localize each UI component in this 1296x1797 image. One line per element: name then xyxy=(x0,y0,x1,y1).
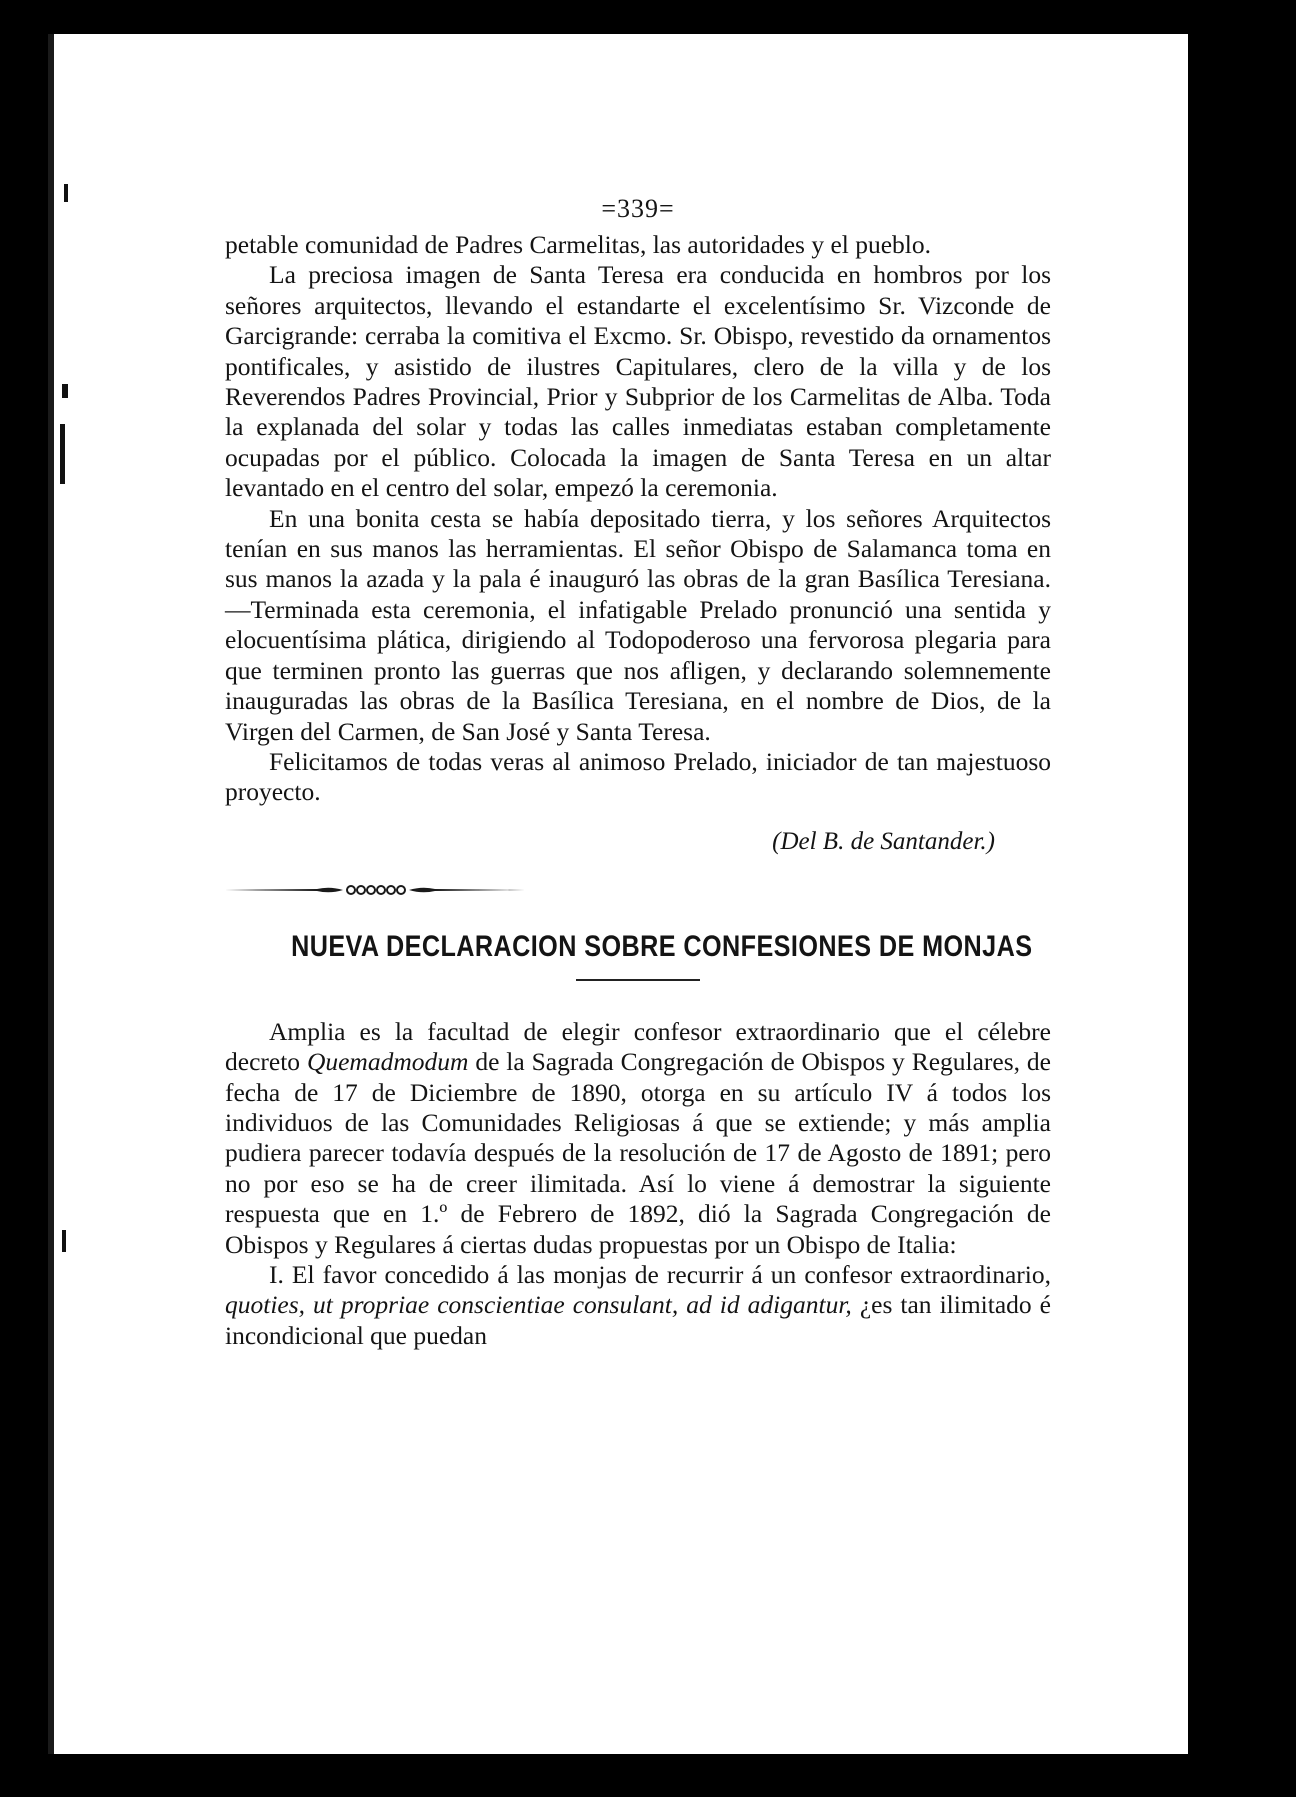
ornament-divider xyxy=(225,880,525,900)
margin-mark xyxy=(64,184,68,202)
margin-mark xyxy=(62,1230,66,1252)
paragraph: petable comunidad de Padres Carmelitas, las autoridades y el pueblo. xyxy=(225,230,931,259)
source-attribution: (Del B. de Santander.) xyxy=(772,827,995,855)
paragraph: En una bonita cesta se había depositado tierra, y los señores Arquitectos tenían en sus manos las herramientas. El señor Obispo de Salamanca toma en sus manos la azada y la pala é inauguró las obras de la gran Basílica Teresiana.—Terminada esta ceremonia, el infatigable Prelado pronunció una sentida y elocuentísima plática, dirigiendo al Todopoderoso una fervorosa plegaria para que terminen pronto las guerras que nos afligen, y declarando solemnemente inauguradas las obras de la Basílica Teresiana, en el nombre de Dios, de la Virgen del Carmen, de San José y Santa Teresa. xyxy=(225,503,1051,746)
paragraph-text: Amplia es la facultad de elegir confesor extraordinario que el célebre decreto xyxy=(225,1016,1051,1077)
paragraph-text: de la Sagrada Congregación de Obispos y Regulares, de fecha de 17 de Diciembre de 1890, otorga en su artículo IV á todos los individuos de las Comunidades Religiosas á que se extiende; y más amplia pudiera parecer todavía después de la resolución de 17 de Agosto de 1891; pero no por eso se ha de creer ilimitada. Así lo viene á demostrar la siguiente respuesta que en 1.º de Febrero de 1892, dió la Sagrada Congregación de Obispos y Regulares á ciertas dudas propuestas por un Obispo de Italia: xyxy=(225,1047,1051,1259)
paragraph-text: I. El favor concedido á las monjas de recurrir á un confesor extraordinario, xyxy=(269,1259,1051,1289)
paragraph: La preciosa imagen de Santa Teresa era conducida en hombros por los señores arquitectos, llevando el estandarte el excelentísimo Sr. Vizconde de Garcigrande: cerraba la comitiva el Excmo. Sr. Obispo, revestido da ornamentos pontificales, y asistido de ilustres Capitulares, clero de la villa y de los Reverendos Padres Provincial, Prior y Subprior de los Carmelitas de Alba. Toda la explanada del solar y todas las calles inmediatas estaban completamente ocupadas por el público. Colocada la imagen de Santa Teresa en un altar levantado en el centro del solar, empezó la ceremonia. xyxy=(225,260,1051,503)
page-content xyxy=(225,194,1051,1351)
section-heading: NUEVA DECLARACION SOBRE CONFESIONES DE MONJAS xyxy=(291,929,1033,963)
margin-mark xyxy=(60,424,65,484)
paragraph xyxy=(225,1017,1051,1260)
scanned-page xyxy=(48,34,1188,1754)
paragraph: Felicitamos de todas veras al animoso Prelado, iniciador de tan majestuoso proyecto. xyxy=(225,746,1051,807)
italic-term: Quemadmodum xyxy=(306,1047,469,1077)
paragraph-text: ¿es tan ilimitado é incondicional que puedan xyxy=(225,1290,1051,1350)
heading-rule xyxy=(576,979,700,981)
page-number: =339= xyxy=(601,194,675,223)
margin-mark xyxy=(62,384,68,398)
page-left-edge xyxy=(48,34,54,1754)
paragraph xyxy=(225,1260,1051,1351)
italic-quote: quoties, ut propriae conscientiae consulant, ad id adigantur, xyxy=(225,1290,852,1320)
